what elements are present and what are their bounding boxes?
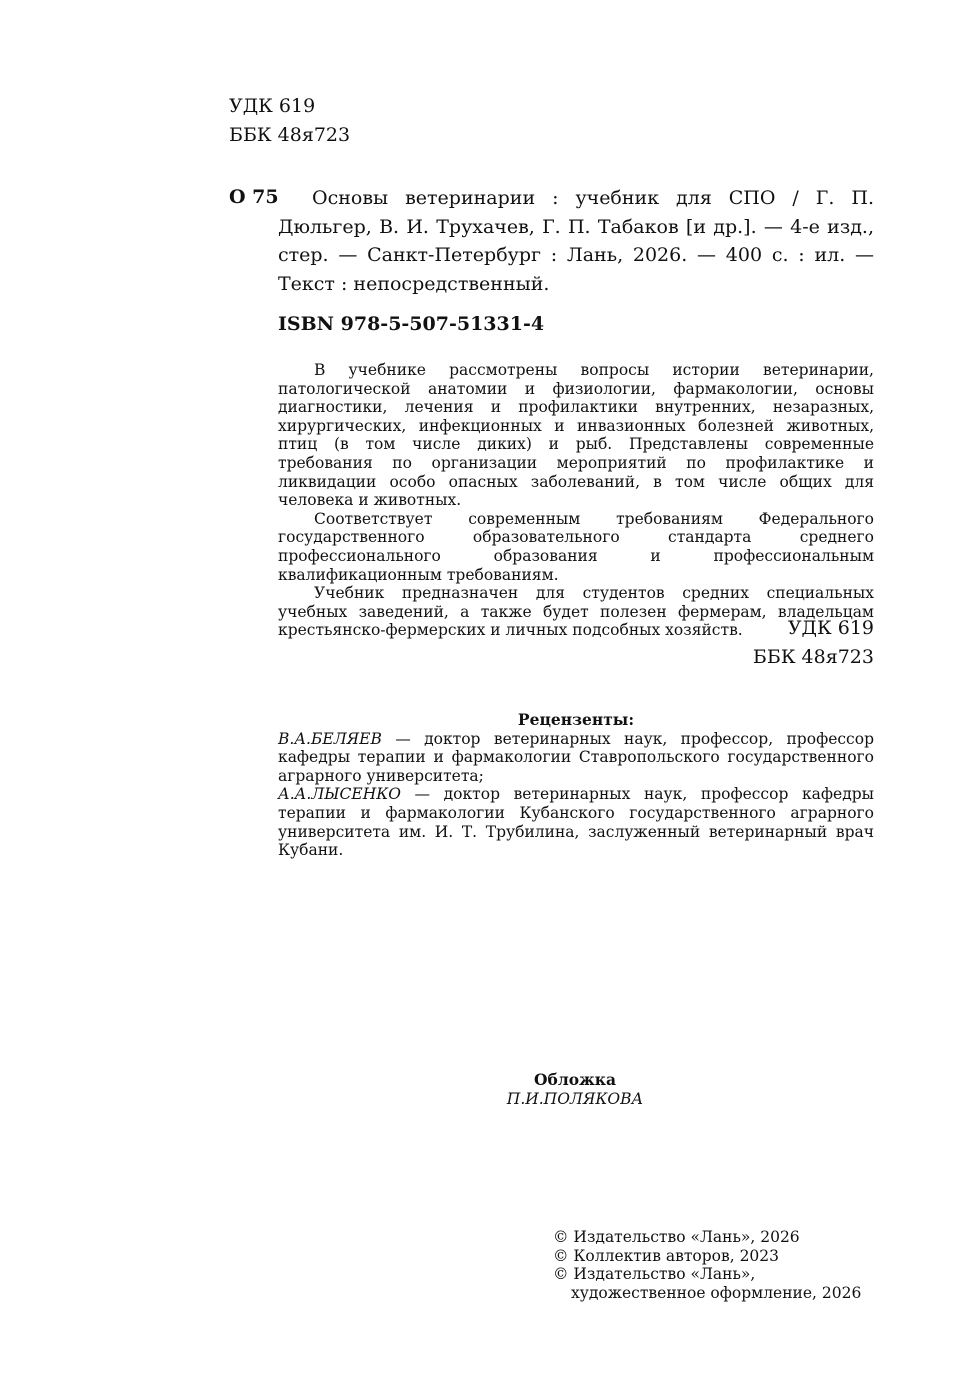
copyright-block [553, 1228, 861, 1302]
cover-heading: Обложка [534, 1070, 616, 1089]
isbn: ISBN 978-5-507-51331-4 [278, 313, 545, 335]
reviewers-heading: Рецензенты: [517, 710, 635, 729]
header-udk: УДК 619 [229, 95, 316, 117]
reviewers-section [278, 711, 874, 860]
reviewer-name: В.А.БЕЛЯЕВ [278, 729, 382, 748]
reviewer-name: А.А.ЛЫСЕНКО [278, 785, 401, 804]
bibliographic-description: Основы ветеринарии : учебник для СПО / Г. П. Дюльгер, В. И. Трухачев, Г. П. Табаков [и др.]. — 4-е изд., стер. — Санкт-Петербург : Лань, 2026. — 400 с. : ил. — Текст : непосредственный. [278, 187, 874, 295]
annotation [278, 361, 874, 640]
header-classification [229, 93, 350, 148]
annotation-paragraph: Учебник предназначен для студентов средних специальных учебных заведений, а также будет полезен фермерам, владельцам крестьянско-фермерских и личных подсобных хозяйств. [278, 584, 874, 640]
copyright-line: © Издательство «Лань», 2026 [553, 1228, 800, 1246]
annotation-paragraph: Соответствует современным требованиям Федерального государственного образовательного стандарта среднего профессионального образования и профессиональным квалификационным требованиям. [278, 509, 874, 584]
reviewer-description: — доктор ветеринарных наук, профессор кафедры терапии и фармакологии Кубанского государственного аграрного университета им. И. Т. Трубилина, заслуженный ветеринарный врач Кубани. [278, 785, 874, 860]
annotation-paragraph: В учебнике рассмотрены вопросы истории ветеринарии, патологической анатомии и физиологии, фармакологии, основы диагностики, лечения и профилактики внутренних, незаразных, хирургических, инфекционных и инвазионных болезней животных, птиц (в том числе диких) и рыб. Представлены современные требования по организации мероприятий по профилактике и ликвидации особо опасных заболеваний, в том числе общих для человека и животных. [278, 361, 874, 510]
reviewer-description: — доктор ветеринарных наук, профессор, профессор кафедры терапии и фармакологии Ставропольского государственного аграрного университета; [278, 729, 874, 785]
copyright-line: © Издательство «Лань», [553, 1265, 756, 1284]
cover-designer: П.И.ПОЛЯКОВА [506, 1089, 644, 1108]
catalog-code: О 75 [229, 186, 279, 208]
footer-classification [753, 614, 874, 672]
copyright-line: © Коллектив авторов, 2023 [553, 1246, 780, 1265]
footer-udk: УДК 619 [787, 617, 874, 639]
copyright-line: художественное оформление, 2026 [571, 1283, 862, 1302]
header-bbk: ББК 48я723 [229, 124, 351, 146]
reviewer-entry [278, 730, 874, 786]
cover-credit [475, 1071, 675, 1108]
reviewer-entry [278, 785, 874, 859]
footer-bbk: ББК 48я723 [752, 646, 874, 668]
